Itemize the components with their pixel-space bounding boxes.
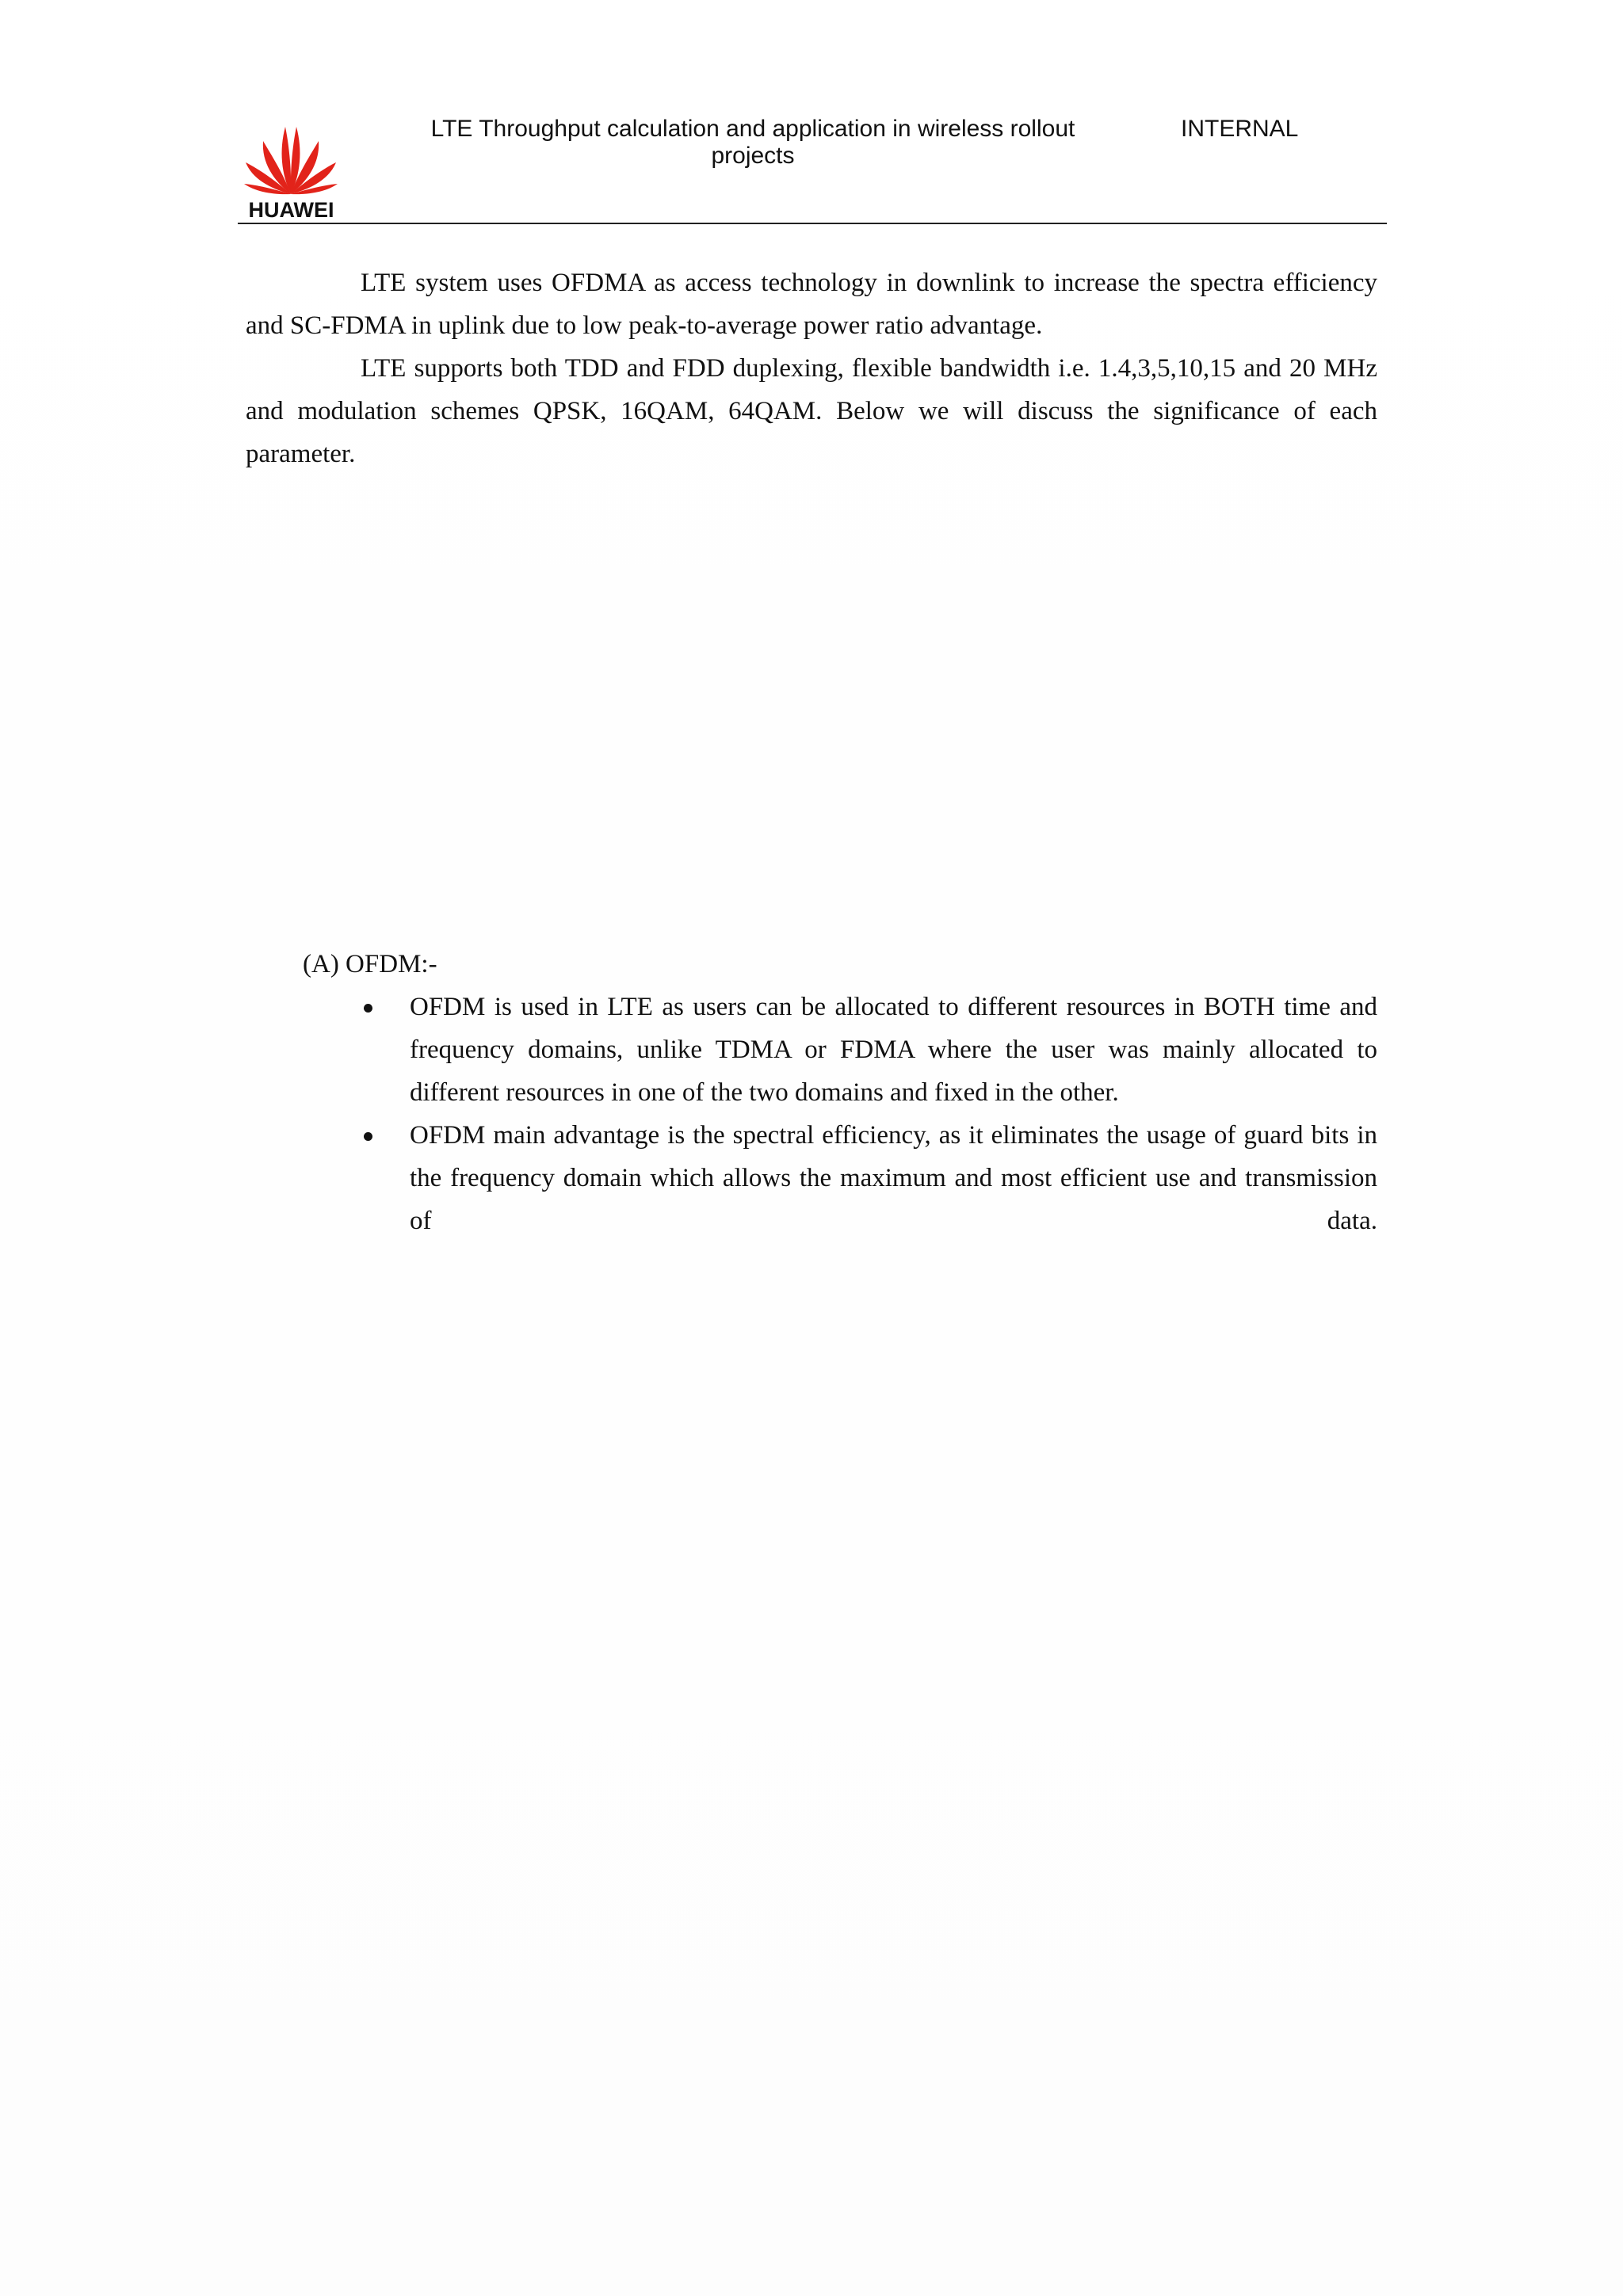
section-heading-ofdm: (A) OFDM:- (303, 950, 437, 978)
intro-paragraph-2: LTE supports both TDD and FDD duplexing, flexible bandwidth i.e. 1.4,3,5,10,15 and 20 MHz and modulation schemes QPSK, 16QAM, 64QAM. Below we will discuss the significance of each parameter. (246, 354, 1377, 468)
document-title: LTE Throughput calculation and application in wireless rollout projects (430, 116, 1075, 169)
bullet-icon (364, 1004, 372, 1013)
logo-wordmark: HUAWEI (248, 198, 334, 222)
bullet-text: OFDM is used in LTE as users can be allocated to different resources in BOTH time and frequency domains, unlike TDMA or FDMA where the user was mainly allocated to different resources in one of the two domains and fixed in the other. (410, 993, 1377, 1107)
classification-label: INTERNAL (1181, 116, 1299, 142)
header-divider (238, 223, 1387, 224)
ofdm-bullet-list (361, 986, 1377, 1242)
bullet-icon (364, 1132, 372, 1141)
intro-paragraph-1: LTE system uses OFDMA as access technology in downlink to increase the spectra efficiency and SC-FDMA in uplink due to low peak-to-average power ratio advantage. (246, 269, 1377, 340)
huawei-petals-icon (238, 119, 345, 198)
list-item (361, 986, 1377, 1114)
huawei-logo (238, 119, 345, 222)
list-item (361, 1114, 1377, 1242)
bullet-text: OFDM main advantage is the spectral efficiency, as it eliminates the usage of guard bits in the frequency domain which allows the maximum and most efficient use and transmission of data. (410, 1121, 1377, 1235)
